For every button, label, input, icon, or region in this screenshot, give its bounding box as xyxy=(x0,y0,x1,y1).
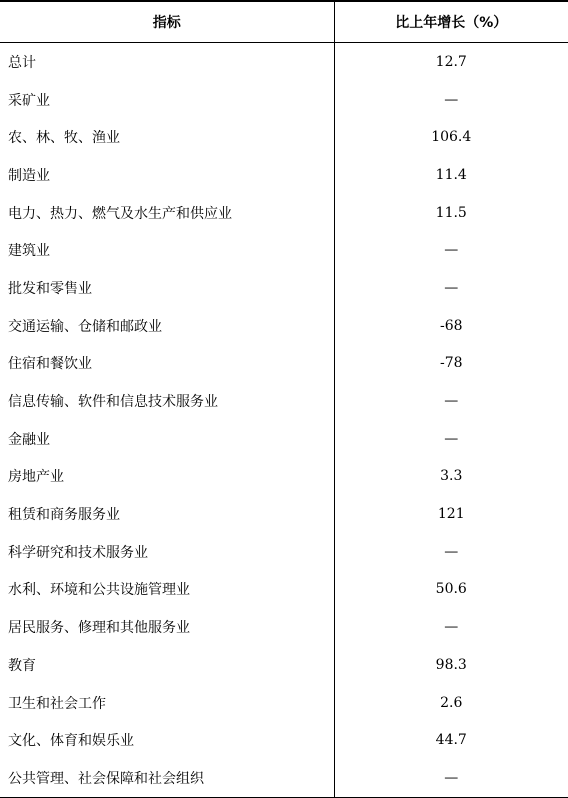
row-indicator-name: 公共管理、社会保障和社会组织 xyxy=(0,759,334,797)
row-growth-value: 12.7 xyxy=(435,53,467,70)
table-row xyxy=(0,458,568,496)
row-indicator-name: 教育 xyxy=(0,646,334,684)
row-growth-value: 11.5 xyxy=(435,204,467,221)
row-indicator-name: 科学研究和技术服务业 xyxy=(0,533,334,571)
table-row xyxy=(0,420,568,458)
row-indicator-name: 电力、热力、燃气及水生产和供应业 xyxy=(0,194,334,232)
row-growth-value: 50.6 xyxy=(435,581,467,598)
table-row xyxy=(0,345,568,383)
row-growth-value: — xyxy=(444,430,459,447)
table-row xyxy=(0,684,568,722)
table-row xyxy=(0,307,568,345)
row-growth-value: -68 xyxy=(439,317,463,334)
row-indicator-name: 批发和零售业 xyxy=(0,269,334,307)
row-indicator-name: 农、林、牧、渔业 xyxy=(0,118,334,156)
row-growth-value: 121 xyxy=(437,506,465,523)
row-growth-value: 106.4 xyxy=(431,129,472,146)
row-growth-value: 98.3 xyxy=(435,656,467,673)
row-growth-value: — xyxy=(444,619,459,636)
table-row xyxy=(0,759,568,797)
table-header-row xyxy=(0,1,568,43)
row-growth-value: — xyxy=(334,759,568,797)
row-indicator-name: 建筑业 xyxy=(0,231,334,269)
table-row xyxy=(0,533,568,571)
table-row xyxy=(0,608,568,646)
row-growth-value: — xyxy=(444,279,459,296)
row-indicator-name: 租赁和商务服务业 xyxy=(0,495,334,533)
table-row xyxy=(0,495,568,533)
table-row xyxy=(0,118,568,156)
table-row xyxy=(0,81,568,119)
row-indicator-name: 采矿业 xyxy=(0,81,334,119)
row-growth-value: — xyxy=(444,393,459,410)
header-growth-rate: 比上年增长（%） xyxy=(334,1,568,43)
row-indicator-name: 文化、体育和娱乐业 xyxy=(0,721,334,759)
table-row xyxy=(0,382,568,420)
row-indicator-name: 制造业 xyxy=(0,156,334,194)
table-row xyxy=(0,43,568,81)
row-indicator-name: 交通运输、仓储和邮政业 xyxy=(0,307,334,345)
row-indicator-name: 信息传输、软件和信息技术服务业 xyxy=(0,382,334,420)
row-growth-value: 11.4 xyxy=(435,166,467,183)
row-indicator-name: 水利、环境和公共设施管理业 xyxy=(0,571,334,609)
table-row xyxy=(0,571,568,609)
row-growth-value: 44.7 xyxy=(435,732,467,749)
table-row xyxy=(0,646,568,684)
table-row xyxy=(0,156,568,194)
table-row xyxy=(0,269,568,307)
table-row xyxy=(0,231,568,269)
row-growth-value: -78 xyxy=(439,355,463,372)
row-indicator-name: 住宿和餐饮业 xyxy=(0,345,334,383)
row-growth-value: — xyxy=(444,543,459,560)
row-indicator-name: 金融业 xyxy=(0,420,334,458)
table-row xyxy=(0,721,568,759)
header-indicator: 指标 xyxy=(0,1,334,43)
row-growth-value: 3.3 xyxy=(440,468,463,485)
row-growth-value: — xyxy=(444,91,459,108)
row-indicator-name: 总计 xyxy=(0,43,334,81)
row-indicator-name: 房地产业 xyxy=(0,458,334,496)
row-indicator-name: 居民服务、修理和其他服务业 xyxy=(0,608,334,646)
row-indicator-name: 卫生和社会工作 xyxy=(0,684,334,722)
row-growth-value: 2.6 xyxy=(440,694,463,711)
table-row xyxy=(0,194,568,232)
row-growth-value: — xyxy=(444,242,459,259)
